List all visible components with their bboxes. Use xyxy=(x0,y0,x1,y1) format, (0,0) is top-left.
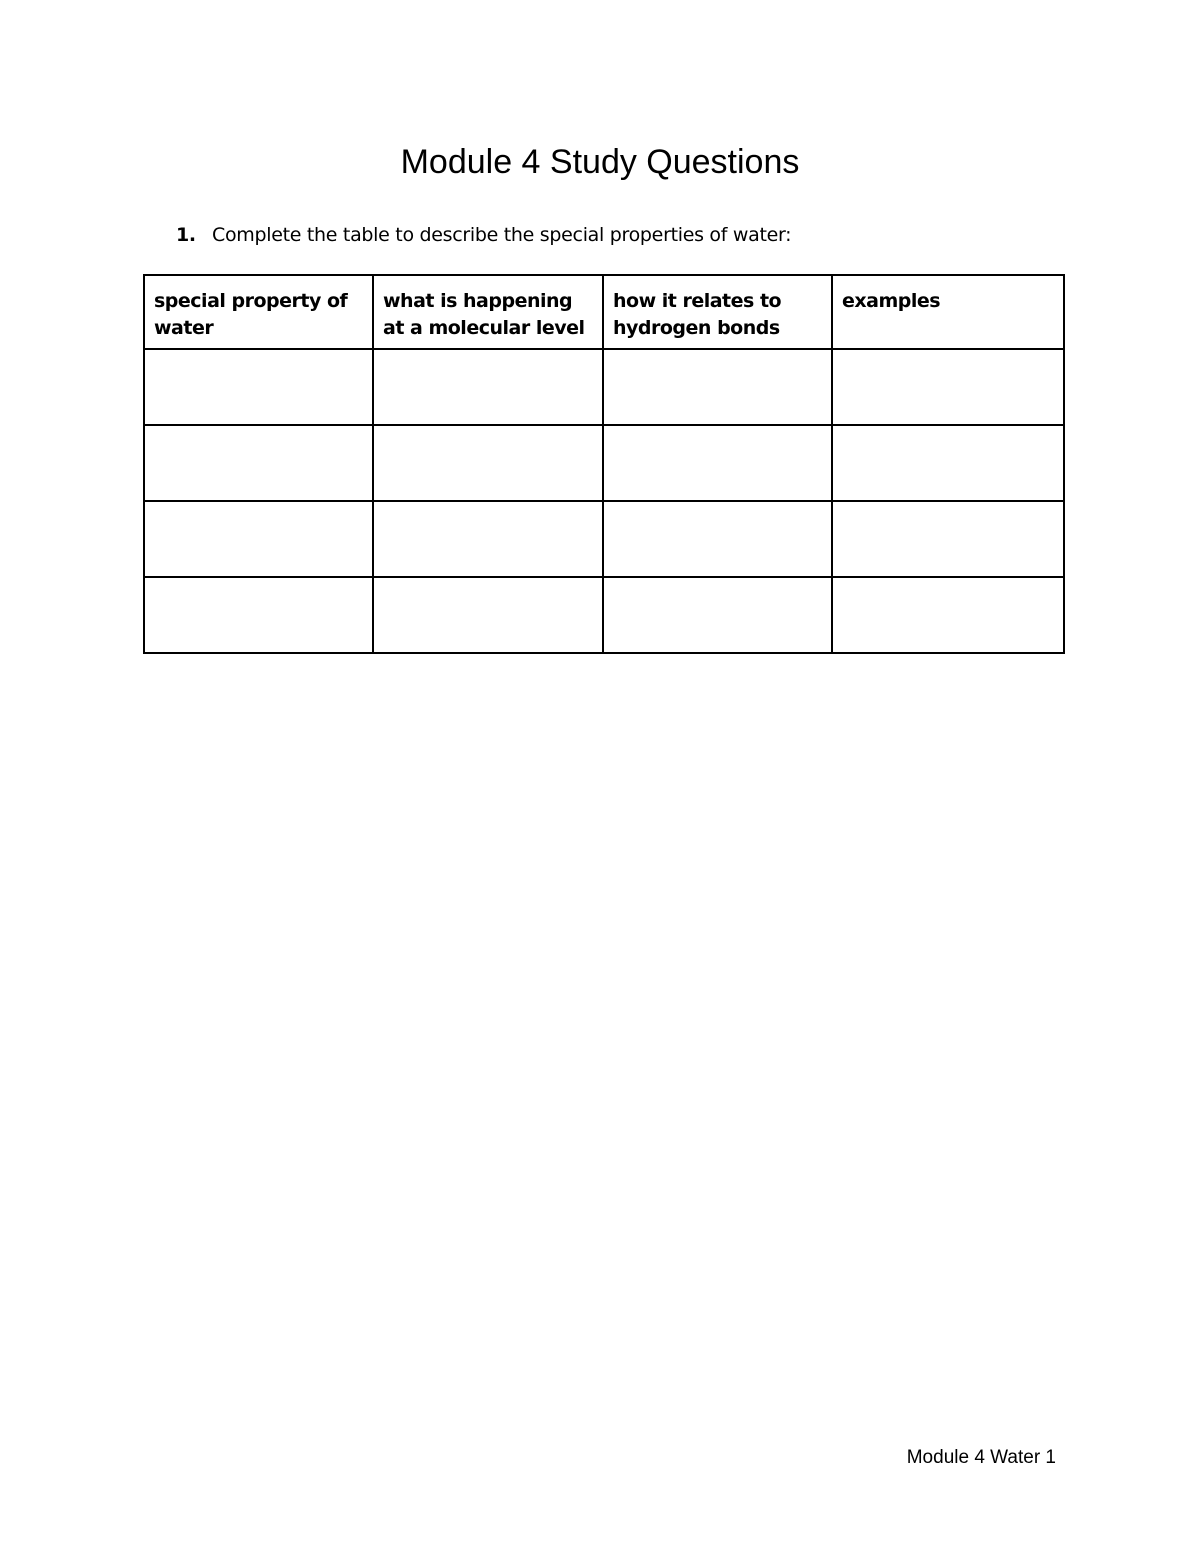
table-cell[interactable] xyxy=(144,349,373,425)
page-footer: Module 4 Water 1 xyxy=(906,1447,1056,1468)
table-cell[interactable] xyxy=(832,577,1064,653)
header-hydrogen-bonds: how it relates to hydrogen bonds xyxy=(603,275,832,349)
table-cell[interactable] xyxy=(832,501,1064,577)
header-special-property: special property of water xyxy=(144,275,373,349)
question-text: Complete the table to describe the special properties of water: xyxy=(212,224,792,246)
table-row xyxy=(144,577,1064,653)
water-properties-table xyxy=(143,274,1065,654)
table-header-row xyxy=(144,275,1064,349)
question-number: 1. xyxy=(176,224,196,246)
table-row xyxy=(144,425,1064,501)
table-row xyxy=(144,349,1064,425)
table-cell[interactable] xyxy=(832,349,1064,425)
table-cell[interactable] xyxy=(603,425,832,501)
table-cell[interactable] xyxy=(144,425,373,501)
table-cell[interactable] xyxy=(373,349,603,425)
table-cell[interactable] xyxy=(603,501,832,577)
table-cell[interactable] xyxy=(144,501,373,577)
question-1 xyxy=(176,222,791,248)
table-cell[interactable] xyxy=(373,577,603,653)
table-cell[interactable] xyxy=(603,349,832,425)
table-cell[interactable] xyxy=(832,425,1064,501)
table-cell[interactable] xyxy=(603,577,832,653)
table-cell[interactable] xyxy=(144,577,373,653)
header-examples: examples xyxy=(832,275,1064,349)
table-cell[interactable] xyxy=(373,425,603,501)
page-title: Module 4 Study Questions xyxy=(400,143,800,181)
header-molecular-level: what is happening at a molecular level xyxy=(373,275,603,349)
table-row xyxy=(144,501,1064,577)
table-cell[interactable] xyxy=(373,501,603,577)
